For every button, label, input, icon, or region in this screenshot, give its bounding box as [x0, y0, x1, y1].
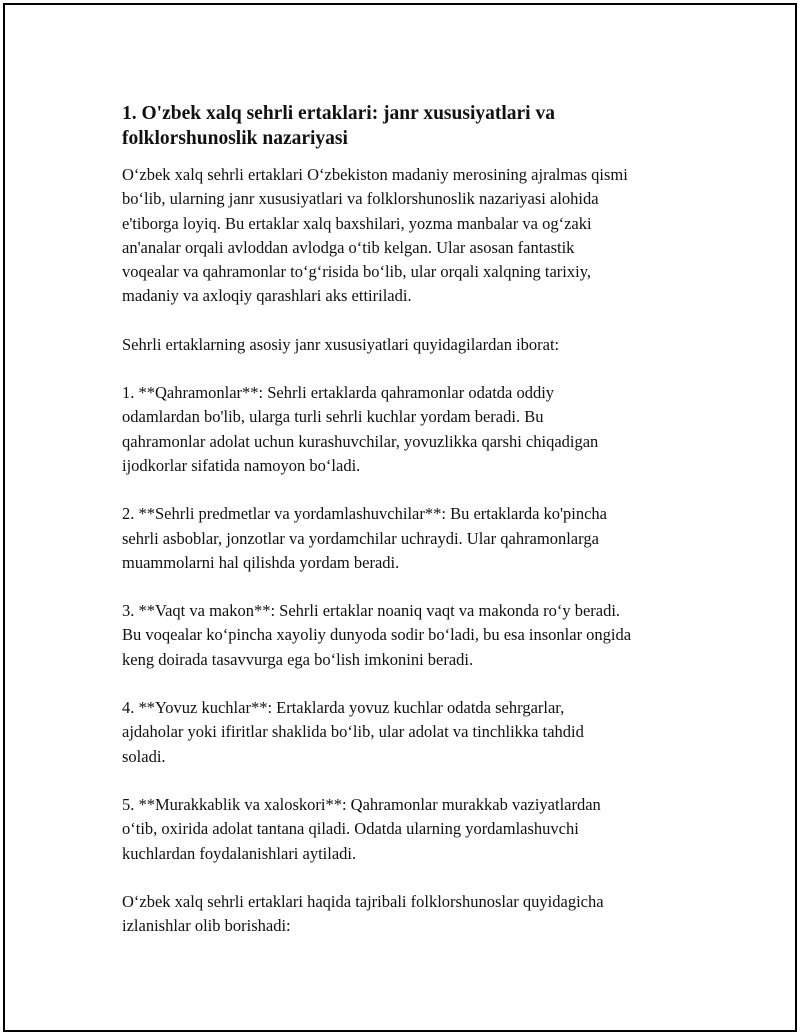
- list-item-heroes: 1. **Qahramonlar**: Sehrli ertaklarda qahramonlar odatda oddiy odamlardan bo'lib, ularga turli sehrli kuchlar yordam beradi. Bu qahramonlar adolat uchun kurashuvchilar, yovuzlikka qarshi chiqadigan ijodkorlar sifatida namoyon bo‘ladi.: [122, 383, 599, 475]
- paragraph-features-lead: Sehrli ertaklarning asosiy janr xususiyatlari quyidagilardan iborat:: [122, 334, 560, 354]
- list-item-magic-objects: 2. **Sehrli predmetlar va yordamlashuvchilar**: Bu ertaklarda ko'pincha sehrli asboblar, jonzotlar va yordamchilar uchraydi. Ular qahramonlarga muammolarni hal qilishda yordam beradi.: [122, 504, 607, 572]
- paragraph-intro: O‘zbek xalq sehrli ertaklari O‘zbekiston madaniy merosining ajralmas qismi bo‘lib, ularning janr xususiyatlari va folklorshunoslik nazariyasi alohida e'tiborga loyiq. Bu ertaklar xalq baxshilari, yozma manbalar va og‘zaki an'analar orqali avloddan avlodga o‘tib kelgan. Ular asosan fantastik voqealar va qahramonlar to‘g‘risida bo‘lib, ular orqali xalqning tarixiy, madaniy va axloqiy qarashlari aks ettiriladi.: [122, 165, 628, 306]
- paragraph-research-lead: O‘zbek xalq sehrli ertaklari haqida tajribali folklorshunoslar quyidagicha izlanishlar olib borishadi:: [122, 891, 604, 936]
- list-item-evil-forces: 4. **Yovuz kuchlar**: Ertaklarda yovuz kuchlar odatda sehrgarlar, ajdaholar yoki ifiritlar shaklida bo‘lib, ular adolat va tinchlikka tahdid soladi.: [122, 698, 584, 766]
- list-item-time-and-place: 3. **Vaqt va makon**: Sehrli ertaklar noaniq vaqt va makonda ro‘y beradi. Bu voqealar ko‘pincha xayoliy dunyoda sodir bo‘ladi, bu esa insonlar ongida keng doirada tasavvurga ega bo‘lish imkonini beradi.: [122, 601, 632, 669]
- page-frame: [3, 3, 797, 1032]
- document-title: 1. O'zbek xalq sehrli ertaklari: janr xususiyatlari va folklorshunoslik nazariyasi: [122, 103, 555, 149]
- list-item-complexity: 5. **Murakkablik va xaloskori**: Qahramonlar murakkab vaziyatlardan o‘tib, oxirida adolat tantana qiladi. Odatda ularning yordamlashuvchi kuchlardan foydalanishlari aytiladi.: [122, 794, 601, 863]
- document-body: [122, 101, 702, 962]
